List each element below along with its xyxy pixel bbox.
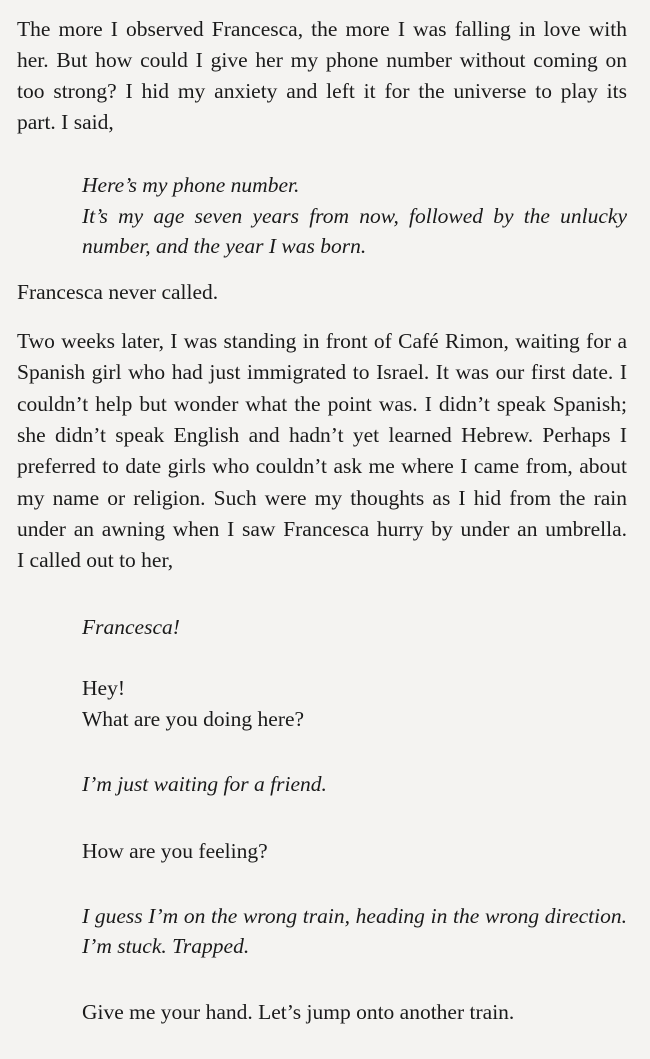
paragraph-1-line-3: too strong? I hid my anxiety and left it for the universe to play its [17, 79, 627, 103]
paragraph-2-line-3: couldn’t help but wonder what the point was. I didn’t speak Spanish; [17, 392, 627, 416]
dialogue-waiting: I’m just waiting for a friend. [82, 772, 327, 796]
dialogue-wrong-train: I guess I’m on the wrong train, heading in the wrong direction. [82, 904, 627, 928]
dialogue-what-doing: What are you doing here? [82, 707, 305, 731]
paragraph-2-line-1: Two weeks later, I was standing in front of Café Rimon, waiting for a [17, 329, 627, 353]
dialogue-feeling: How are you feeling? [82, 839, 268, 863]
quote-1-line-3: number, and the year I was born. [82, 234, 367, 258]
dialogue-give-hand: Give me your hand. Let’s jump onto another train. [82, 1000, 515, 1024]
paragraph-2-line-4: she didn’t speak English and hadn’t yet learned Hebrew. Perhaps I [17, 423, 627, 447]
dialogue-hey: Hey! [82, 676, 125, 700]
paragraph-2-line-6: my name or religion. Such were my thoughts as I hid from the rain [17, 486, 627, 510]
dialogue-stuck: I’m stuck. Trapped. [82, 934, 250, 958]
paragraph-2-line-5: preferred to date girls who couldn’t ask me where I came from, about [17, 454, 627, 478]
never-called-sentence: Francesca never called. [17, 280, 219, 304]
paragraph-2-line-7: under an awning when I saw Francesca hurry by under an umbrella. [17, 517, 627, 541]
quote-1-line-2: It’s my age seven years from now, followed by the unlucky [82, 204, 627, 228]
dialogue-francesca-name: Francesca! [82, 615, 180, 639]
paragraph-1-line-1: The more I observed Francesca, the more I was falling in love with [17, 17, 627, 41]
paragraph-1-line-4: part. I said, [17, 110, 114, 134]
paragraph-1-line-2: her. But how could I give her my phone number without coming on [17, 48, 627, 72]
paragraph-2-line-2: Spanish girl who had just immigrated to Israel. It was our first date. I [17, 360, 627, 384]
quote-1-line-1: Here’s my phone number. [82, 173, 300, 197]
paragraph-2-line-8: I called out to her, [17, 548, 174, 572]
